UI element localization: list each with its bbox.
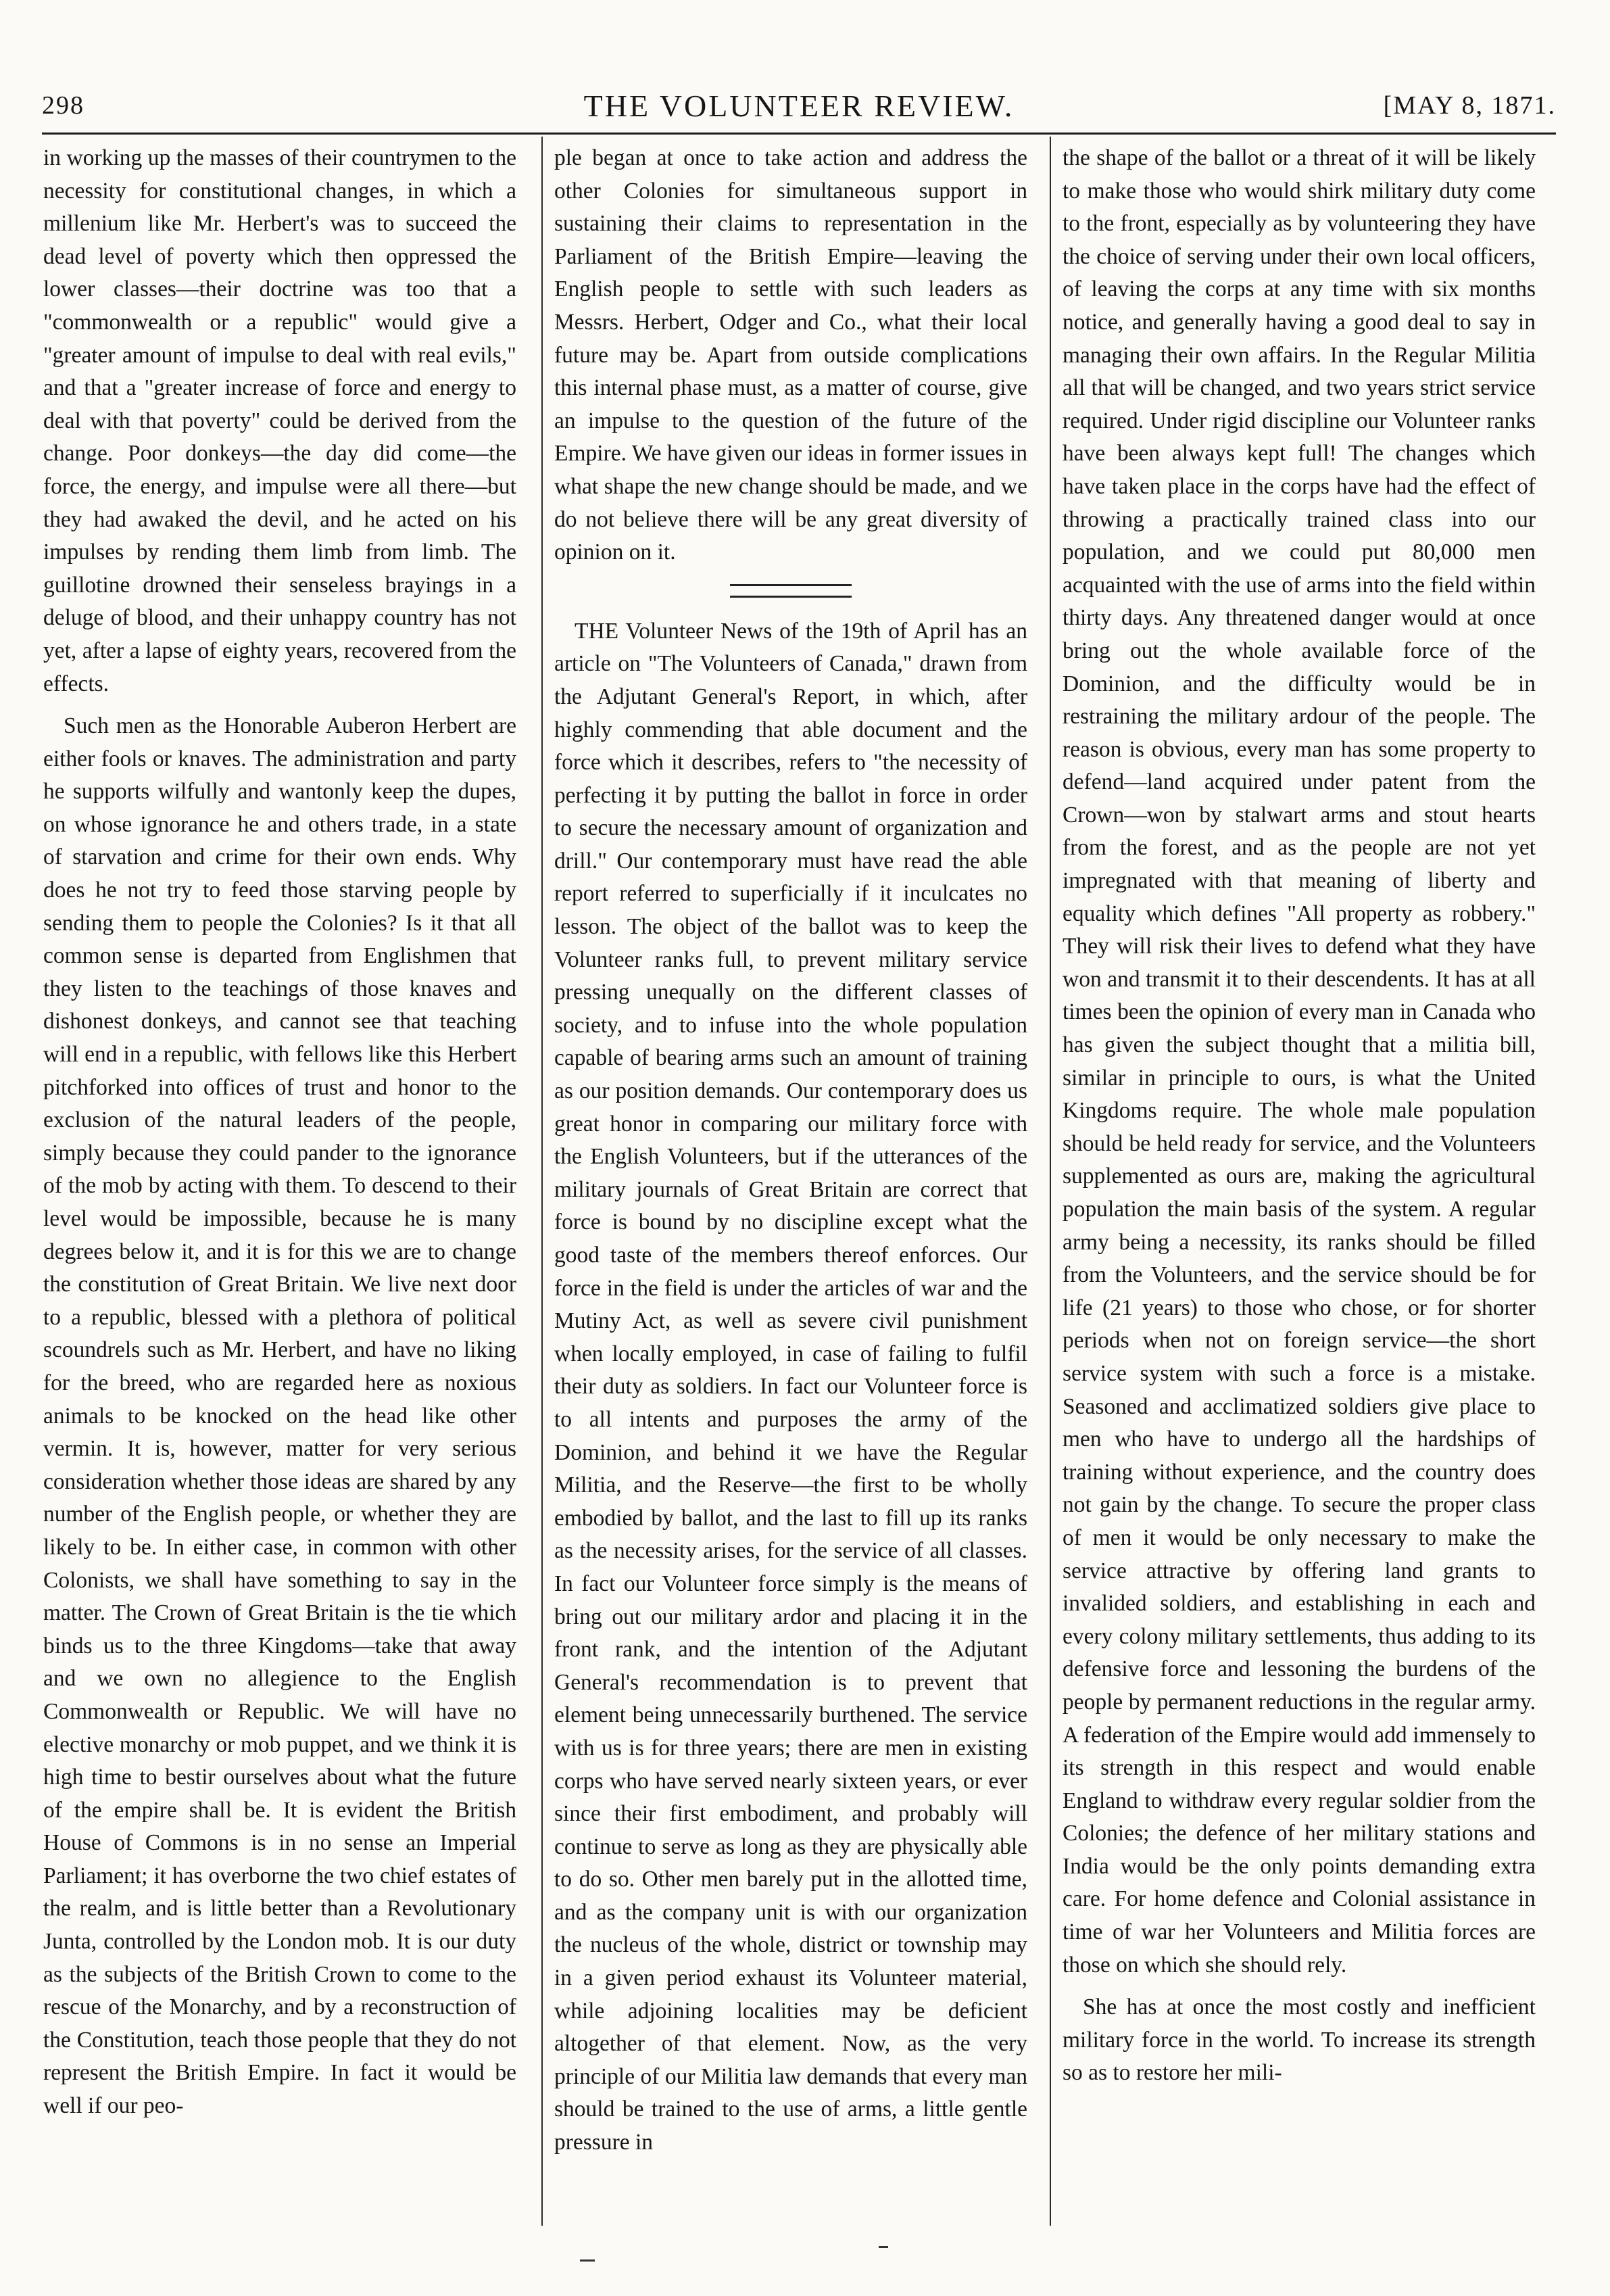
paragraph: the shape of the ballot or a threat of it will be likely to make those who would shirk military duty come to the front, especially as by volunteering they have the choice of serving under their own local officers, of leaving the corps at any time with six months notice, and generally having a good deal to say in managing their own affairs. In the Regular Militia all that will be changed, and two years strict service required. Under rigid discipline our Volunteer ranks have been always kept full! The changes which have taken place in the corps have had the effect of throwing a practically trained class into our population, and we could put 80,000 men acquainted with the use of arms into the field within thirty days. Any threatened danger would at once bring out the whole available force of the Dominion, and the difficulty would be in restraining the military ardour of the people. The reason is obvious, every man has some property to defend—land acquired under patent from the Crown—won by stalwart arms and stout hearts from the forest, and as the people are not yet impregnated with that meaning of liberty and equality which defines "All property as robbery." They will risk their lives to defend what they have won and transmit it to their descendents. It has at all times been the opinion of every man in Canada who has given the subject thought that a militia bill, similar in principle to ours, is what the United Kingdoms require. The whole male population should be held ready for service, and the Volunteers supplemented as ours are, making the agricultural population the main basis of the system. A regular army being a necessity, its ranks should be filled from the Volunteers, and the service should be for life (21 years) to those who chose, or for shorter periods when not on foreign service—the short service system with such a force is a mistake. Seasoned and acclimatized soldiers give place to men who have to undergo all the hardships of training without experience, and the country does not gain by the change. To secure the proper class of men it would be only necessary to make the service attractive by offering land grants to invalided soldiers, and establishing in each and every colony military settlements, thus adding to its defensive force and lessoning the burdens of the people by permanent reductions in the regular army. A federation of the Empire would add immensely to its strength in this respect and would enable England to withdraw every regular soldier from the Colonies; the defence of her military stations and India would be the only points demanding extra care. For home defence and Colonial assistance in time of war her Volunteers and Militia forces are those on which she should rely. — [1063, 145, 1536, 1978]
paragraph: ple began at once to take action and address the other Colonies for simultaneous support in sustaining their claims to representation in the Parliament of the British Empire—leaving the English people to settle with such leaders as Messrs. Herbert, Odger and Co., what their local future may be. Apart from outside complications this internal phase must, as a matter of course, give an impulse to the question of the future of the Empire. We have given our ideas in former issues in what shape the new change should be made, and we do not believe there will be any great diversity of opinion on it. — [554, 145, 1027, 565]
page-mark — [879, 2246, 888, 2248]
paragraph: Such men as the Honorable Auberon Herbert are either fools or knaves. The administration and party he supports wilfully and wantonly keep the dupes, on whose ignorance he and others trade, in a state of starvation and crime for their own ends. Why does he not try to feed those starving people by sending them to people the Colonies? Is it that all common sense is departed from Englishmen that they listen to the teachings of those knaves and dishonest donkeys, and cannot see that teaching will end in a republic, with fellows like this Herbert pitchforked into offices of trust and honor to the exclusion of the natural leaders of the people, simply because they could pander to the ignorance of the mob by acting with them. To descend to their level would be impossible, because he is many degrees below it, and it is for this we are to change the constitution of Great Britain. We live next door to a republic, blessed with a plethora of political scoundrels such as Mr. Herbert, and have no liking for the breed, who are regarded here as noxious animals to be knocked on the head like other vermin. It is, however, matter for very serious consideration whether those ideas are shared by any number of the English people, or whether they are likely to be. In either case, in common with other Colonists, we shall have something to say in the matter. The Crown of Great Britain is the tie which binds us to the three Kingdoms—take that away and we own no allegience to the English Commonwealth or Republic. We will have no elective monarchy or mob puppet, and we think it is high time to bestir ourselves about what the future of the empire shall be. It is evident the British House of Commons is in no sense an Imperial Parliament; it has overborne the two chief estates of the realm, and is little better than a Revolutionary Junta, controlled by the London mob. It is our duty as the subjects of the British Crown to come to the rescue of the Monarchy, and by a reconstruction of the Constitution, teach those people that they do not represent the British Empire. In fact it would be well if our peo- — [43, 713, 516, 2119]
column-2 — [554, 142, 1027, 2231]
paragraph: in working up the masses of their countrymen to the necessity for constitutional changes, in which a millenium like Mr. Herbert's was to succeed the dead level of poverty which then oppressed the lower classes—their doctrine was too that a "commonwealth or a republic" would give a "greater amount of impulse to deal with real evils," and that a "greater increase of force and energy to deal with that poverty" could be derived from the change. Poor donkeys—the day did come—the force, the energy, and impulse were all there—but they had awaked the devil, and he acted on his impulses by rending them limb from limb. The guillotine drowned their senseless brayings in a deluge of blood, and their unhappy country has not yet, after a lapse of eighty years, recovered from the effects. — [43, 145, 516, 696]
header-rule — [42, 133, 1556, 135]
page-number: 298 — [42, 91, 84, 120]
column-divider — [1050, 137, 1051, 2226]
page-header — [42, 85, 1556, 133]
page-mark — [580, 2259, 595, 2262]
newspaper-title: THE VOLUNTEER REVIEW. — [583, 89, 1015, 123]
section-divider-ornament — [730, 584, 852, 598]
column-divider — [541, 137, 543, 2226]
issue-date: [MAY 8, 1871. — [1383, 91, 1556, 120]
column-3 — [1063, 142, 1536, 2231]
column-1 — [43, 142, 516, 2231]
paragraph: THE Volunteer News of the 19th of April has an article on "The Volunteers of Canada," drawn from the Adjutant General's Report, in which, after highly commending that able document and the force which it describes, refers to "the necessity of perfecting it by putting the ballot in force in order to secure the necessary amount of organization and drill." Our contemporary must have read the able report referred to superficially if it inculcates no lesson. The object of the ballot was to keep the Volunteer ranks full, to prevent military service pressing unequally on the different classes of society, and to infuse into the whole population capable of bearing arms such an amount of training as our position demands. Our contemporary does us great honor in comparing our military force with the English Volunteers, but if the utterances of the military journals of Great Britain are correct that force is bound by no discipline except what the good taste of the members thereof enforces. Our force in the field is under the articles of war and the Mutiny Act, as well as severe civil punishment when locally employed, in case of failing to fulfil their duty as soldiers. In fact our Volunteer force is to all intents and purposes the army of the Dominion, and behind it we have the Regular Militia, and the Reserve—the first to be wholly embodied by ballot, and the last to fill up its ranks as the necessity arises, for the service of all classes. In fact our Volunteer force simply is the means of bring out our military ardor and placing it in the front rank, and the intention of the Adjutant General's recommendation is to prevent that element being unnecessarily burthened. The service with us is for three years; there are men in existing corps who have served nearly sixteen years, or ever since their first embodiment, and probably will continue to serve as long as they are physically able to do so. Other men barely put in the allotted time, and as the company unit is with our organization the nucleus of the whole, district or township may in a given period exhaust its Volunteer material, while adjoining localities may be deficient altogether of that element. Now, as the very principle of our Militia law demands that every man should be trained to the use of arms, a little gentle pressure in — [554, 618, 1027, 2155]
paragraph: She has at once the most costly and inefficient military force in the world. To increase its strength so as to restore her mili- — [1063, 1994, 1536, 2086]
